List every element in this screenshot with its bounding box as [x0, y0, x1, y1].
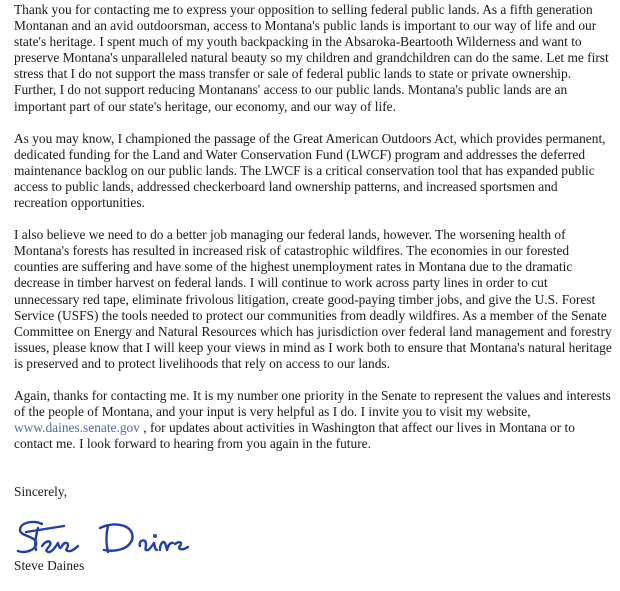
website-link[interactable]: www.daines.senate.gov [14, 420, 140, 436]
signer-name: Steve Daines [14, 558, 85, 574]
paragraph-great-american-outdoors-act: As you may know, I championed the passage of the Great American Outdoors Act, which provides permanent, dedicated funding for the Land and Water Conservation Fund (LWCF) program and addresses the deferred maintenance backlog on our public lands. The LWCF is a critical conservation tool that has expanded public access to public lands, addressed checkerboard land ownership patterns, and increased sportsmen and recreation opportunities. [14, 130, 606, 211]
closing-text-after-link: , for updates about activities in Washington that affect our lives in Montana or to contact me. I look forward to hearing from you again in the future. [14, 420, 575, 452]
paragraph-opening: Thank you for contacting me to express your opposition to selling federal public lands. As a fifth generation Montanan and an avid outdoorsman, access to Montana's public lands is important to our way of life and our state's heritage. I spent much of my youth backpacking in the Absaroka-Beartooth Wilderness and want to preserve Montana's unparalleled natural beauty so my children and grandchildren can do the same. Let me first stress that I do not support the mass transfer or sale of federal public lands to state or private ownership. Further, I do not support reducing Montanans' access to our public lands. Montana's public lands are an important part of our state's heritage, our economy, and our way of life. [14, 2, 609, 114]
closing-text-before-link: Again, thanks for contacting me. It is my number one priority in the Senate to represent the values and interests of the people of Montana, and your input is very helpful as I do. I invite you to visit my website, [14, 387, 611, 420]
handwritten-signature-image [12, 516, 192, 558]
paragraph-closing-remarks [14, 388, 614, 452]
paragraph-forest-management: I also believe we need to do a better job managing our federal lands, however. The worsening health of Montana's forests has resulted in increased risk of catastrophic wildfires. The economies in our forested counties are suffering and have some of the highest unemployment rates in Montana due to the dramatic decrease in timber harvest on federal lands. I will continue to work across party lines in order to cut unnecessary red tape, eliminate frivolous litigation, create good-paying timber jobs, and give the U.S. Forest Service (USFS) the tools needed to protect our communities from deadly wildfires. As a member of the Senate Committee on Energy and Natural Resources which has jurisdiction over federal land management and forestry issues, please know that I will keep your views in mind as I work both to ensure that Montana's natural heritage is preserved and to protect livelihoods that rely on access to our lands. [14, 227, 612, 371]
letter-body [14, 2, 614, 591]
closing-salutation: Sincerely, [14, 484, 68, 500]
